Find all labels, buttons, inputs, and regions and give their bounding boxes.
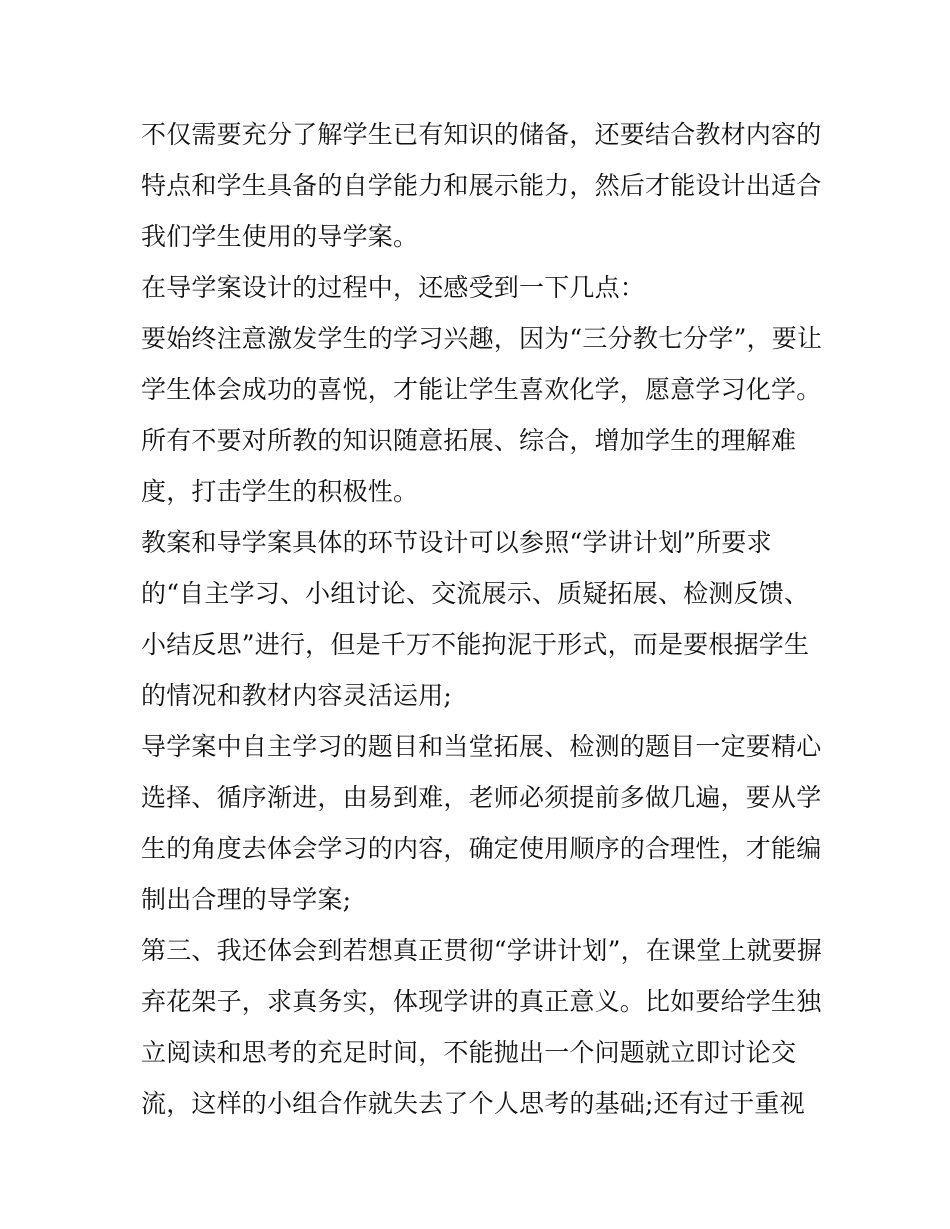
text-line: 流，这样的小组合作就失去了个人思考的基础;还有过于重视 — [141, 1089, 805, 1118]
text-line: 不仅需要充分了解学生已有知识的储备，还要结合教材内容的 — [141, 120, 822, 149]
text-line: 教案和导学案具体的环节设计可以参照“学讲计划”所要求 — [141, 528, 772, 557]
document-body — [141, 109, 821, 1129]
text-line: 小结反思”进行，但是千万不能拘泥于形式，而是要根据学生 — [141, 630, 810, 659]
text-line: 弃花架子，求真务实，体现学讲的真正意义。比如要给学生独 — [141, 987, 822, 1016]
text-line: 度，打击学生的积极性。 — [141, 477, 419, 506]
text-line: 的“自主学习、小组讨论、交流展示、质疑拓展、检测反馈、 — [141, 579, 810, 608]
text-line: 制出合理的导学案; — [141, 885, 352, 914]
text-line: 导学案中自主学习的题目和当堂拓展、检测的题目一定要精心 — [141, 732, 822, 761]
text-line: 所有不要对所教的知识随意拓展、综合，增加学生的理解难 — [141, 426, 797, 455]
text-line: 立阅读和思考的充足时间，不能抛出一个问题就立即讨论交 — [141, 1038, 797, 1067]
text-line: 我们学生使用的导学案。 — [141, 222, 419, 251]
text-line: 选择、循序渐进，由易到难，老师必须提前多做几遍，要从学 — [141, 783, 822, 812]
text-line: 生的角度去体会学习的内容，确定使用顺序的合理性，才能编 — [141, 834, 822, 863]
text-line: 在导学案设计的过程中，还感受到一下几点： — [141, 273, 646, 302]
text-line: 学生体会成功的喜悦，才能让学生喜欢化学，愿意学习化学。 — [141, 375, 822, 404]
text-line: 特点和学生具备的自学能力和展示能力，然后才能设计出适合 — [141, 171, 822, 200]
text-line: 的情况和教材内容灵活运用; — [141, 681, 453, 710]
text-line: 第三、我还体会到若想真正贯彻“学讲计划”，在课堂上就要摒 — [141, 936, 823, 965]
text-line: 要始终注意激发学生的学习兴趣，因为“三分教七分学”，要让 — [141, 324, 823, 353]
